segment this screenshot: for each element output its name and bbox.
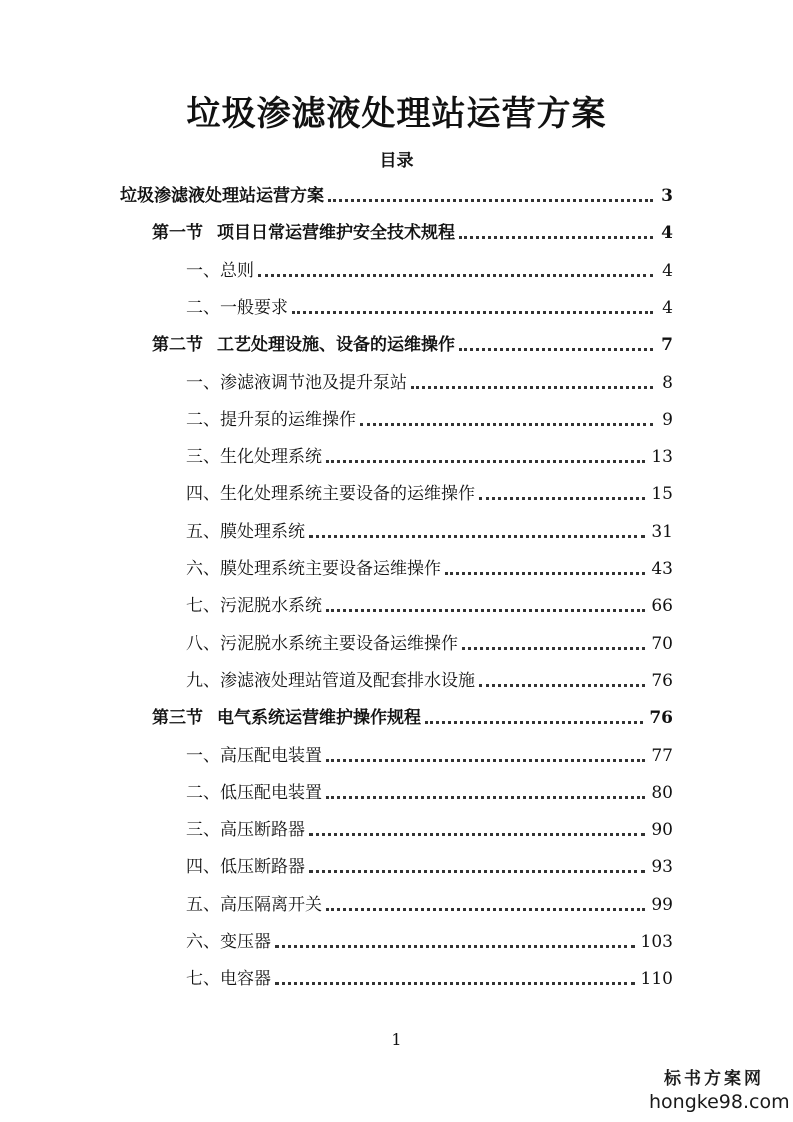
toc-entry[interactable] xyxy=(186,363,673,393)
toc-entry-title: 电容器 xyxy=(220,969,271,990)
toc-entry-page: 4 xyxy=(661,223,673,244)
toc-entry-number: 二、 xyxy=(186,297,220,318)
toc-entry[interactable] xyxy=(186,400,673,430)
toc-entry-title: 变压器 xyxy=(220,932,271,952)
toc-dot-leader xyxy=(462,635,645,650)
toc-dot-leader xyxy=(326,784,645,799)
toc-entry-title: 总则 xyxy=(220,260,254,281)
toc-entry-page: 93 xyxy=(651,857,673,878)
toc-entry-number: 九、 xyxy=(186,670,220,691)
toc-entry-page: 3 xyxy=(661,186,673,206)
toc-entry-title: 高压配电装置 xyxy=(220,745,322,766)
watermark-logo xyxy=(649,1064,790,1113)
toc-entry-title: 提升泵的运维操作 xyxy=(220,409,356,430)
toc-entry-title: 低压配电装置 xyxy=(220,782,322,803)
toc-heading: 目录 xyxy=(379,151,414,171)
toc-entry[interactable] xyxy=(186,624,673,654)
toc-entry[interactable] xyxy=(186,959,673,989)
toc-entry-page: 4 xyxy=(662,260,673,281)
toc-entry-title: 膜处理系统主要设备运维操作 xyxy=(220,559,441,579)
toc-entry[interactable] xyxy=(186,922,673,952)
toc-entry-number: 一、 xyxy=(186,745,220,766)
toc-entry[interactable] xyxy=(186,810,673,840)
toc-dot-leader xyxy=(360,411,653,426)
toc-dot-leader xyxy=(326,896,645,911)
toc-dot-leader xyxy=(326,448,645,463)
document-title: 垃圾渗滤液处理站运营方案 xyxy=(186,94,607,134)
toc-entry-page: 76 xyxy=(651,670,673,691)
toc-entry-page: 80 xyxy=(651,782,673,803)
toc-entry-title: 渗滤液处理站管道及配套排水设施 xyxy=(220,670,475,691)
toc-dot-leader xyxy=(328,187,653,202)
toc-entry-number: 第一节 xyxy=(152,223,203,244)
toc-entry-title: 膜处理系统 xyxy=(220,521,305,542)
toc-entry-number: 四、 xyxy=(186,857,220,878)
toc-entry[interactable] xyxy=(186,437,673,467)
toc-entry[interactable] xyxy=(186,549,673,579)
toc-entry[interactable] xyxy=(186,288,673,318)
toc-entry-number: 六、 xyxy=(186,559,220,579)
toc-entry-title: 电气系统运营维护操作规程 xyxy=(217,708,421,729)
toc-entry-number: 二、 xyxy=(186,782,220,803)
toc-entry-title: 污泥脱水系统主要设备运维操作 xyxy=(220,633,458,654)
toc-dot-leader xyxy=(258,262,653,277)
toc-entry-page: 99 xyxy=(651,894,673,915)
toc-entry-number: 第二节 xyxy=(152,335,203,356)
toc-entry[interactable] xyxy=(186,512,673,542)
toc-entry-page: 7 xyxy=(661,335,673,356)
toc-entry-number: 二、 xyxy=(186,409,220,430)
toc-entry-title: 高压隔离开关 xyxy=(220,894,322,915)
toc-dot-leader xyxy=(309,821,645,836)
toc-entry-page: 76 xyxy=(649,708,673,729)
toc-entry[interactable] xyxy=(186,251,673,281)
toc-entry[interactable] xyxy=(186,736,673,766)
toc-dot-leader xyxy=(479,485,645,500)
toc-entry-page: 77 xyxy=(651,745,673,766)
toc-entry-title: 低压断路器 xyxy=(220,857,305,878)
toc-entry[interactable] xyxy=(120,176,673,206)
toc-entry-page: 13 xyxy=(651,447,673,468)
toc-entry[interactable] xyxy=(186,847,673,877)
toc-entry-number: 一、 xyxy=(186,372,220,393)
toc-entry-page: 9 xyxy=(662,409,673,430)
toc-entry-page: 4 xyxy=(662,297,673,318)
toc-entry[interactable] xyxy=(186,773,673,803)
toc-entry-page: 31 xyxy=(651,521,673,542)
toc-entry-number: 五、 xyxy=(186,521,220,542)
toc-dot-leader xyxy=(459,336,653,351)
toc-dot-leader xyxy=(275,970,635,985)
toc-entry-page: 66 xyxy=(651,596,673,617)
toc-entry[interactable] xyxy=(152,698,673,728)
toc-entry[interactable] xyxy=(186,586,673,616)
toc-entry-number: 三、 xyxy=(186,820,220,841)
toc-entry-title: 项目日常运营维护安全技术规程 xyxy=(217,223,455,244)
toc-entry[interactable] xyxy=(152,213,673,243)
toc-entry-title: 渗滤液调节池及提升泵站 xyxy=(220,372,407,393)
toc-entry-number: 三、 xyxy=(186,447,220,468)
toc-entry-page: 90 xyxy=(651,820,673,841)
toc-entry-number: 一、 xyxy=(186,260,220,281)
watermark-en-text: hongke98.com xyxy=(649,1091,790,1113)
page-number: 1 xyxy=(391,1030,402,1049)
toc-dot-leader xyxy=(275,933,635,948)
toc-entry-title: 高压断路器 xyxy=(220,820,305,841)
toc-entry-title: 生化处理系统主要设备的运维操作 xyxy=(220,484,475,505)
toc-entry-number: 五、 xyxy=(186,894,220,915)
toc-entry-number: 七、 xyxy=(186,969,220,990)
toc-dot-leader xyxy=(309,858,645,873)
toc-entry-title: 一般要求 xyxy=(220,297,288,318)
toc-entry[interactable] xyxy=(152,325,673,355)
toc-dot-leader xyxy=(326,597,645,612)
toc-entry-page: 110 xyxy=(640,969,673,990)
toc-dot-leader xyxy=(425,709,643,724)
toc-entry-page: 8 xyxy=(662,372,673,393)
toc-entry-title: 垃圾渗滤液处理站运营方案 xyxy=(120,186,324,206)
toc-entry-page: 70 xyxy=(651,633,673,654)
toc-entry[interactable] xyxy=(186,661,673,691)
toc-dot-leader xyxy=(411,374,653,389)
toc-entry-number: 第三节 xyxy=(152,708,203,729)
toc-dot-leader xyxy=(445,560,645,575)
toc-entry-page: 15 xyxy=(651,484,673,505)
toc-entry-number: 八、 xyxy=(186,633,220,654)
toc-dot-leader xyxy=(459,224,653,239)
toc-entry[interactable] xyxy=(186,474,673,504)
toc-entry-page: 103 xyxy=(640,932,673,952)
toc-dot-leader xyxy=(326,747,645,762)
toc-entry-title: 污泥脱水系统 xyxy=(220,596,322,617)
toc-entry-number: 四、 xyxy=(186,484,220,505)
toc-entry-number: 六、 xyxy=(186,932,220,952)
toc-entry-number: 七、 xyxy=(186,596,220,617)
toc-entry-title: 工艺处理设施、设备的运维操作 xyxy=(217,335,455,356)
watermark-cn-text: 标书方案网 xyxy=(664,1069,764,1089)
toc-dot-leader xyxy=(292,299,653,314)
toc-entry[interactable] xyxy=(186,885,673,915)
toc-dot-leader xyxy=(309,523,645,538)
toc-dot-leader xyxy=(479,672,645,687)
toc-entry-title: 生化处理系统 xyxy=(220,447,322,468)
toc-entry-page: 43 xyxy=(651,559,673,579)
